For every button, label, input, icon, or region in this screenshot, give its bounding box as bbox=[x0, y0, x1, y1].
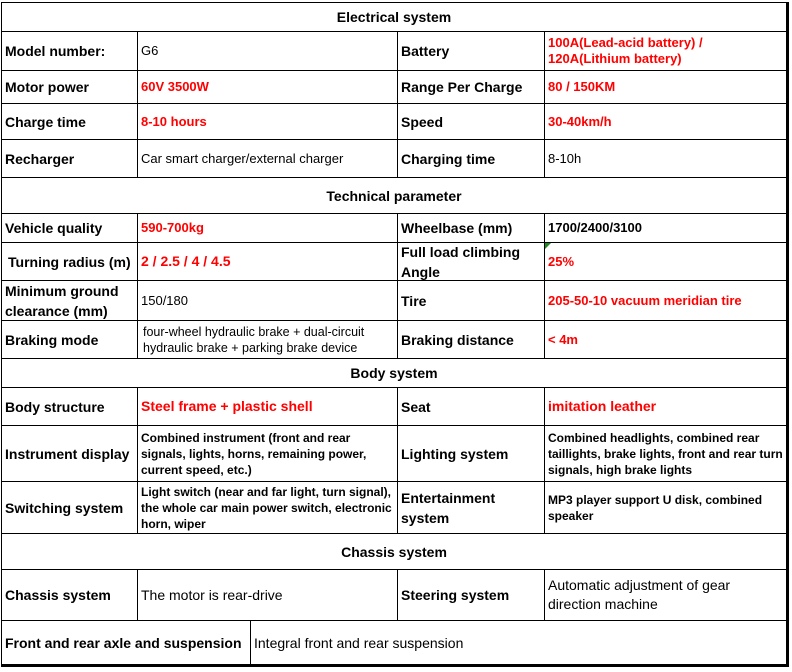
spec-value: Combined instrument (front and rear signals, lights, horns, remaining power, current speed, etc.) bbox=[138, 426, 398, 481]
spec-label: Full load climbing Angle bbox=[398, 243, 545, 280]
spec-label: Model number: bbox=[2, 32, 138, 70]
spec-value: MP3 player support U disk, combined speaker bbox=[548, 492, 763, 523]
spec-label: Braking distance bbox=[398, 321, 545, 358]
section-title: Body system bbox=[350, 365, 438, 381]
table-row bbox=[2, 321, 786, 359]
spec-value: 8-10 hours bbox=[138, 104, 398, 139]
spec-value: 1700/2400/3100 bbox=[548, 220, 642, 235]
spec-value: 60V 3500W bbox=[138, 71, 398, 103]
spec-value: 2 / 2.5 / 4 / 4.5 bbox=[138, 243, 398, 280]
spec-value: Light switch (near and far light, turn signal), the whole car main power switch, electronic horn, wiper bbox=[138, 482, 398, 533]
spec-value: Automatic adjustment of gear direction machine bbox=[548, 577, 731, 612]
table-row bbox=[2, 104, 786, 140]
table-row bbox=[2, 243, 786, 281]
spec-label: Vehicle quality bbox=[2, 214, 138, 242]
table-row bbox=[2, 281, 786, 321]
section-title: Technical parameter bbox=[326, 187, 462, 204]
section-header-electrical bbox=[2, 3, 786, 32]
spec-label: Chassis system bbox=[2, 570, 138, 620]
spec-label: Range Per Charge bbox=[398, 71, 545, 103]
spec-value: The motor is rear-drive bbox=[138, 570, 398, 620]
spec-label: Battery bbox=[398, 32, 545, 70]
section-header-chassis bbox=[2, 534, 786, 570]
spec-value: four-wheel hydraulic brake + dual-circuit hydraulic brake + parking brake device bbox=[138, 321, 398, 358]
spec-value: Steel frame + plastic shell bbox=[138, 388, 398, 425]
spec-value: G6 bbox=[138, 32, 398, 70]
spec-label: Wheelbase (mm) bbox=[398, 214, 545, 242]
spec-label: Speed bbox=[398, 104, 545, 139]
section-title: Chassis system bbox=[341, 543, 447, 560]
spec-value: 30-40km/h bbox=[548, 113, 612, 129]
spec-label: Minimum ground clearance (mm) bbox=[2, 281, 138, 320]
spec-label: Charge time bbox=[2, 104, 138, 139]
section-header-body bbox=[2, 359, 786, 388]
spec-value: Integral front and rear suspension bbox=[254, 634, 464, 651]
section-title: Electrical system bbox=[336, 9, 452, 25]
spec-value: 80 / 150KM bbox=[548, 79, 616, 94]
spec-value: imitation leather bbox=[548, 398, 657, 414]
spec-value bbox=[545, 243, 786, 280]
spec-table bbox=[1, 2, 789, 667]
spec-label: Entertainment system bbox=[398, 482, 545, 533]
table-row bbox=[2, 482, 786, 534]
spec-value: Car smart charger/external charger bbox=[138, 140, 398, 177]
table-row bbox=[2, 426, 786, 482]
spec-value: 8-10h bbox=[548, 150, 582, 166]
spec-label: Turning radius (m) bbox=[2, 243, 138, 280]
table-row bbox=[2, 621, 786, 665]
spec-label: Recharger bbox=[2, 140, 138, 177]
table-row bbox=[2, 140, 786, 178]
spec-label: Front and rear axle and suspension bbox=[2, 621, 251, 665]
spec-label: Switching system bbox=[2, 482, 138, 533]
table-row bbox=[2, 570, 786, 621]
table-row bbox=[2, 71, 786, 104]
spec-label: Charging time bbox=[398, 140, 545, 177]
spec-label: Braking mode bbox=[2, 321, 138, 358]
spec-label: Lighting system bbox=[398, 426, 545, 481]
spec-value: 590-700kg bbox=[138, 214, 398, 242]
comment-marker-icon[interactable] bbox=[545, 243, 551, 249]
table-row bbox=[2, 32, 786, 71]
table-row bbox=[2, 388, 786, 426]
battery-line-2: 120A(Lithium battery) bbox=[548, 51, 682, 66]
spec-value: Combined headlights, combined rear taillights, brake lights, front and rear turn signals, high brake lights bbox=[548, 430, 783, 477]
spec-label: Instrument display bbox=[2, 426, 138, 481]
battery-line-1: 100A(Lead-acid battery) / bbox=[548, 35, 703, 50]
spec-value: 205-50-10 vacuum meridian tire bbox=[548, 292, 742, 308]
spec-value: 150/180 bbox=[138, 281, 398, 320]
spec-label: Steering system bbox=[398, 570, 545, 620]
spec-value-text: 25% bbox=[548, 253, 575, 269]
spec-label: Seat bbox=[398, 388, 545, 425]
spec-label: Tire bbox=[398, 281, 545, 320]
spec-value bbox=[545, 32, 786, 70]
table-row bbox=[2, 214, 786, 243]
section-header-technical bbox=[2, 178, 786, 214]
spec-label: Body structure bbox=[2, 388, 138, 425]
spec-label: Motor power bbox=[2, 71, 138, 103]
spec-value: < 4m bbox=[548, 331, 578, 347]
